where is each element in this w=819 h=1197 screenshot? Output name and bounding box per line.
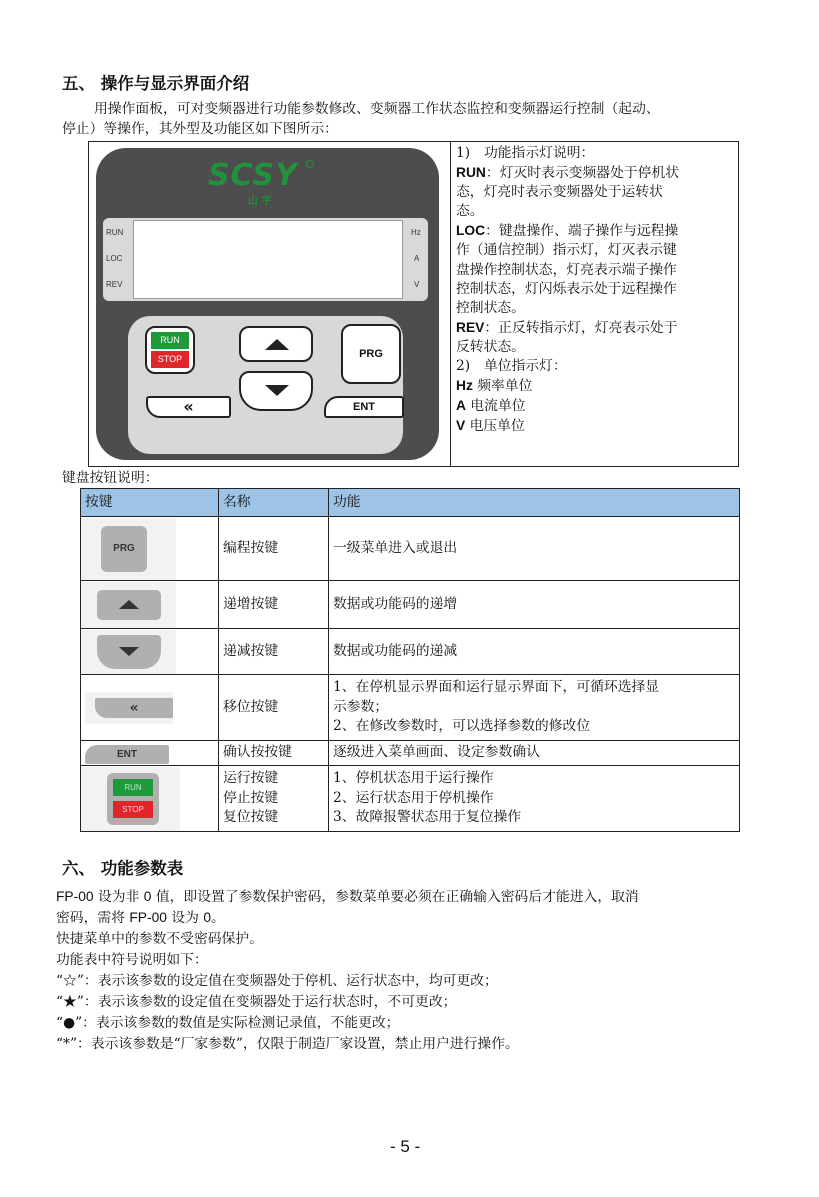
desc-rev-2: 反转状态。: [456, 338, 525, 355]
section5-title: 五、 操作与显示界面介绍: [62, 74, 250, 93]
run-stop-button-icon: [107, 773, 159, 825]
table-row: [81, 675, 740, 741]
s6-symbol-solid-star: “★”：表示该参数的设定值在变频器处于运行状态时，不可更改；: [56, 994, 457, 1010]
lcd-screen: [133, 220, 403, 299]
desc-a: [456, 396, 738, 416]
keypad: [128, 316, 403, 454]
stop-key-name: 停止按键: [223, 789, 279, 806]
ent-button-icon: ENT: [85, 745, 169, 764]
s6-p2-c: 设为: [166, 910, 204, 926]
shift-key-name: 移位按键: [219, 675, 329, 741]
down-key-image: [81, 629, 219, 675]
desc-hz-key: Hz: [456, 378, 473, 394]
key-table-caption: 键盘按钮说明：: [62, 470, 159, 486]
s6-paragraph-3: 快捷菜单中的参数不受密码保护。: [56, 931, 263, 947]
stop-key-label: STOP: [151, 351, 189, 368]
indicator-description: [456, 144, 738, 436]
desc-run-3: 态。: [456, 203, 484, 220]
run-key-label: RUN: [151, 332, 189, 349]
desc-run-key: RUN: [456, 165, 486, 181]
desc-v-text: 电压单位: [465, 418, 525, 435]
desc-heading-1: 1) 功能指示灯说明：: [456, 145, 595, 161]
panel-figure-table: [88, 141, 739, 467]
ent-key-name: 确认按按键: [219, 741, 329, 766]
up-key-image: [81, 581, 219, 629]
hz-indicator: Hz: [411, 228, 421, 237]
s6-p1-d: 值，即设置了参数保护密码，参数菜单要必须在正确输入密码后才能进入，取消: [151, 889, 639, 905]
prg-key[interactable]: PRG: [341, 324, 401, 384]
s6-symbol-hollow-star: “☆”：表示该参数的设定值在变频器处于停机、运行状态中，均可更改；: [56, 973, 498, 989]
page-number: - 5 -: [390, 1137, 421, 1156]
shift-button-icon: «: [95, 698, 173, 718]
shift-key[interactable]: «: [146, 396, 231, 418]
desc-loc-text: ：键盘操作、端子操作与远程操: [485, 223, 679, 240]
up-key-function: 数据或功能码的递增: [329, 581, 740, 629]
prg-button-icon: PRG: [101, 526, 147, 572]
desc-run-1: [456, 163, 738, 183]
desc-loc-1: [456, 221, 738, 241]
scsy-logo: [208, 158, 318, 208]
desc-a-text: 电流单位: [465, 398, 526, 415]
reset-func-line: 3、故障报警状态用于复位操作: [333, 809, 522, 826]
table-row: [81, 629, 740, 675]
down-button-icon: [97, 635, 161, 669]
lcd-display: [103, 218, 428, 301]
desc-rev-key: REV: [456, 319, 485, 335]
s6-zero-1: 0: [143, 889, 152, 904]
table-row: [81, 581, 740, 629]
shift-key-image: [81, 675, 219, 741]
run-func-line: 1、停机状态用于运行操作: [333, 770, 494, 787]
intro-line-1: 用操作面板，可对变频器进行功能参数修改、变频器工作状态监控和变频器运行控制（起动、: [94, 101, 660, 117]
desc-loc-3: 盘操作控制状态，灯亮表示端子操作: [456, 261, 677, 278]
table-row: [81, 766, 740, 832]
rev-indicator: REV: [106, 280, 123, 289]
intro-line-2: 停止）等操作，其外型及功能区如下图所示：: [62, 121, 338, 137]
v-indicator: V: [414, 280, 420, 289]
run-stop-key-function: [329, 766, 740, 832]
shift-func-line-2: 示参数；: [333, 698, 389, 715]
up-button-icon: [97, 590, 161, 620]
desc-run-2: 态，灯亮时表示变频器处于运转状: [456, 184, 663, 201]
desc-rev-1: [456, 318, 738, 338]
registered-mark-icon: [306, 160, 314, 168]
shift-key-function: [329, 675, 740, 741]
s6-zero-2: 0: [203, 910, 212, 925]
run-stop-key-image: [81, 766, 219, 832]
desc-v-key: V: [456, 418, 466, 434]
desc-hz: [456, 376, 738, 396]
down-key[interactable]: [239, 371, 313, 411]
reset-key-name: 复位按键: [223, 809, 279, 826]
down-arrow-icon: [119, 647, 139, 656]
s6-symbol-asterisk: “*”：表示该参数是“厂家参数”，仅限于制造厂家设置，禁止用户进行操作。: [56, 1036, 519, 1052]
down-key-name: 递减按键: [219, 629, 329, 675]
desc-loc-key: LOC: [456, 223, 486, 239]
section6-title: 六、 功能参数表: [62, 859, 184, 878]
desc-loc-5: 控制状态。: [456, 299, 525, 316]
run-stop-key-name: [219, 766, 329, 832]
desc-hz-text: 频率单位: [472, 378, 533, 395]
logo-text: SCSY: [208, 158, 298, 193]
up-key[interactable]: [239, 326, 313, 362]
desc-rev-text: ：正反转指示灯，灯亮表示处于: [484, 319, 678, 336]
s6-fp00-2: FP-00: [129, 910, 167, 925]
key-table: [80, 488, 740, 832]
up-arrow-icon: [265, 339, 289, 350]
s6-paragraph-2: [56, 908, 225, 928]
shift-func-line-3: 2、在修改参数时，可以选择参数的修改位: [333, 718, 591, 735]
run-stop-key[interactable]: [145, 326, 195, 374]
loc-indicator: LOC: [106, 254, 123, 263]
ent-key-image: [81, 741, 219, 766]
desc-loc-4: 控制状态，灯闪烁表示处于远程操作: [456, 280, 677, 297]
a-indicator: A: [414, 254, 420, 263]
prg-key-image: [81, 517, 219, 581]
panel-figure-cell: [89, 142, 451, 466]
shift-func-line-1: 1、在停机显示界面和运行显示界面下，可循环选择显: [333, 679, 660, 696]
stop-func-line: 2、运行状态用于停机操作: [333, 789, 494, 806]
run-indicator: RUN: [106, 228, 124, 237]
s6-p2-e: 。: [211, 910, 225, 926]
run-label-icon: RUN: [113, 779, 153, 796]
s6-p2-a: 密码，需将: [56, 910, 130, 926]
up-arrow-icon: [119, 600, 139, 609]
ent-key-function: 逐级进入菜单画面、设定参数确认: [329, 741, 740, 766]
table-row: [81, 741, 740, 766]
s6-p1-b: 设为非: [93, 889, 144, 905]
desc-run-text: ：灯灭时表示变频器处于停机状: [485, 165, 680, 182]
ent-key[interactable]: ENT: [324, 396, 404, 418]
down-arrow-icon: [265, 385, 289, 396]
prg-key-function: 一级菜单进入或退出: [329, 517, 740, 581]
desc-heading-2: 2) 单位指示灯：: [456, 358, 567, 375]
run-key-name: 运行按键: [223, 770, 279, 787]
header-name: 名称: [219, 489, 329, 517]
header-key: 按键: [81, 489, 219, 517]
up-key-name: 递增按键: [219, 581, 329, 629]
s6-fp00-1: FP-00: [56, 889, 94, 904]
logo-sub: 山 宇: [248, 196, 272, 207]
s6-symbol-dot: “●”：表示该参数的数值是实际检测记录值，不能更改；: [56, 1015, 400, 1031]
header-function: 功能: [329, 489, 740, 517]
down-key-function: 数据或功能码的递减: [329, 629, 740, 675]
s6-paragraph-1: [56, 887, 639, 907]
key-table-header: [81, 489, 740, 517]
table-row: [81, 517, 740, 581]
stop-label-icon: STOP: [113, 801, 153, 818]
operation-panel-image: [96, 148, 439, 460]
s6-paragraph-4: 功能表中符号说明如下：: [56, 952, 208, 968]
prg-key-name: 编程按键: [219, 517, 329, 581]
desc-v: [456, 416, 738, 436]
desc-a-key: A: [456, 398, 466, 414]
desc-loc-2: 作（通信控制）指示灯，灯灭表示键: [456, 242, 677, 259]
